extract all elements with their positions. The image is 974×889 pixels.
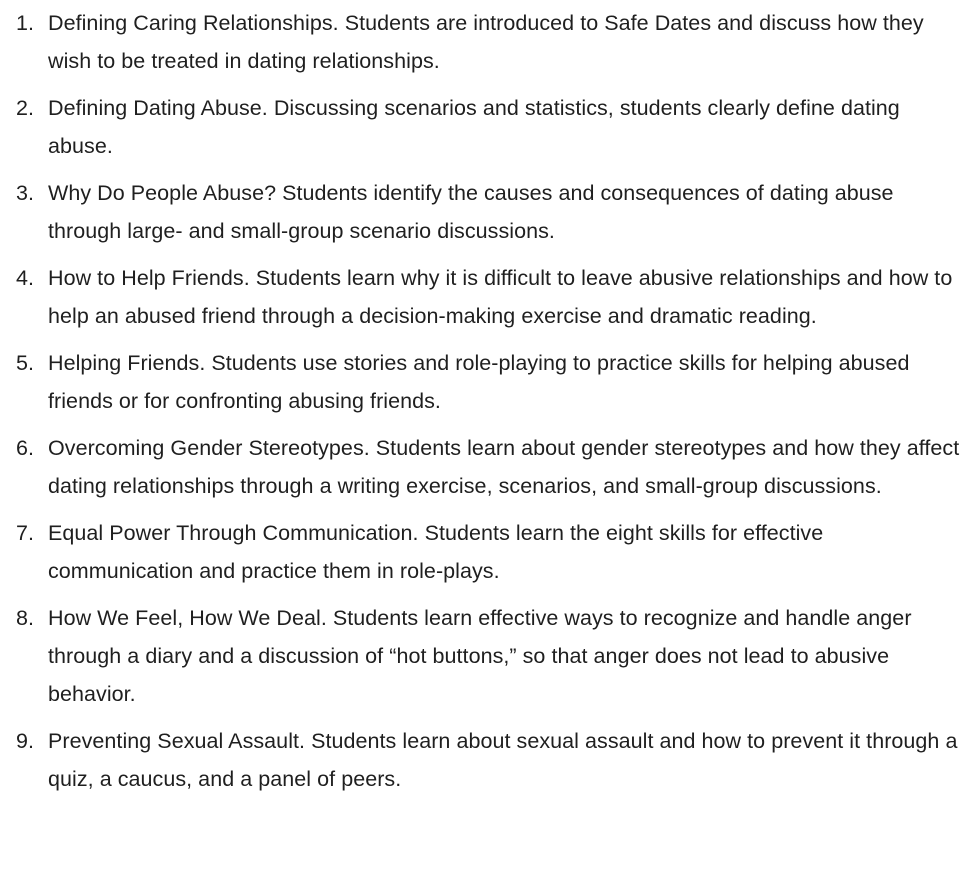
list-item — [16, 344, 962, 420]
item-text: Equal Power Through Communication. Students learn the eight skills for effective communication and practice them in role-plays. — [48, 521, 824, 583]
list-item — [16, 259, 962, 335]
item-text: Helping Friends. Students use stories and role-playing to practice skills for helping abused friends or for confronting abusing friends. — [48, 351, 910, 413]
item-number: 1. — [16, 11, 35, 35]
item-text: Overcoming Gender Stereotypes. Students learn about gender stereotypes and how they affect dating relationships through a writing exercise, scenarios, and small-group discussions. — [48, 436, 960, 498]
list-item — [16, 4, 962, 80]
item-number: 4. — [16, 266, 35, 290]
list-item — [16, 429, 962, 505]
item-number: 7. — [16, 521, 35, 545]
list-item — [16, 174, 962, 250]
item-number: 2. — [16, 96, 35, 120]
item-number: 5. — [16, 351, 35, 375]
item-text: Defining Caring Relationships. Students are introduced to Safe Dates and discuss how they wish to be treated in dating relationships. — [48, 11, 924, 73]
item-text: Defining Dating Abuse. Discussing scenarios and statistics, students clearly define dating abuse. — [48, 96, 900, 158]
item-text: How to Help Friends. Students learn why it is difficult to leave abusive relationships and how to help an abused friend through a decision-making exercise and dramatic reading. — [48, 266, 953, 328]
item-text: Preventing Sexual Assault. Students learn about sexual assault and how to prevent it through a quiz, a caucus, and a panel of peers. — [48, 729, 958, 791]
item-text: How We Feel, How We Deal. Students learn effective ways to recognize and handle anger through a diary and a discussion of “hot buttons,” so that anger does not lead to abusive behavior. — [48, 606, 912, 706]
list-item — [16, 514, 962, 590]
item-number: 9. — [16, 729, 35, 753]
list-item — [16, 722, 962, 798]
item-number: 8. — [16, 606, 35, 630]
list-item — [16, 89, 962, 165]
session-list — [16, 4, 962, 798]
item-number: 6. — [16, 436, 35, 460]
item-text: Why Do People Abuse? Students identify the causes and consequences of dating abuse through large- and small-group scenario discussions. — [48, 181, 894, 243]
list-item — [16, 599, 962, 713]
item-number: 3. — [16, 181, 35, 205]
